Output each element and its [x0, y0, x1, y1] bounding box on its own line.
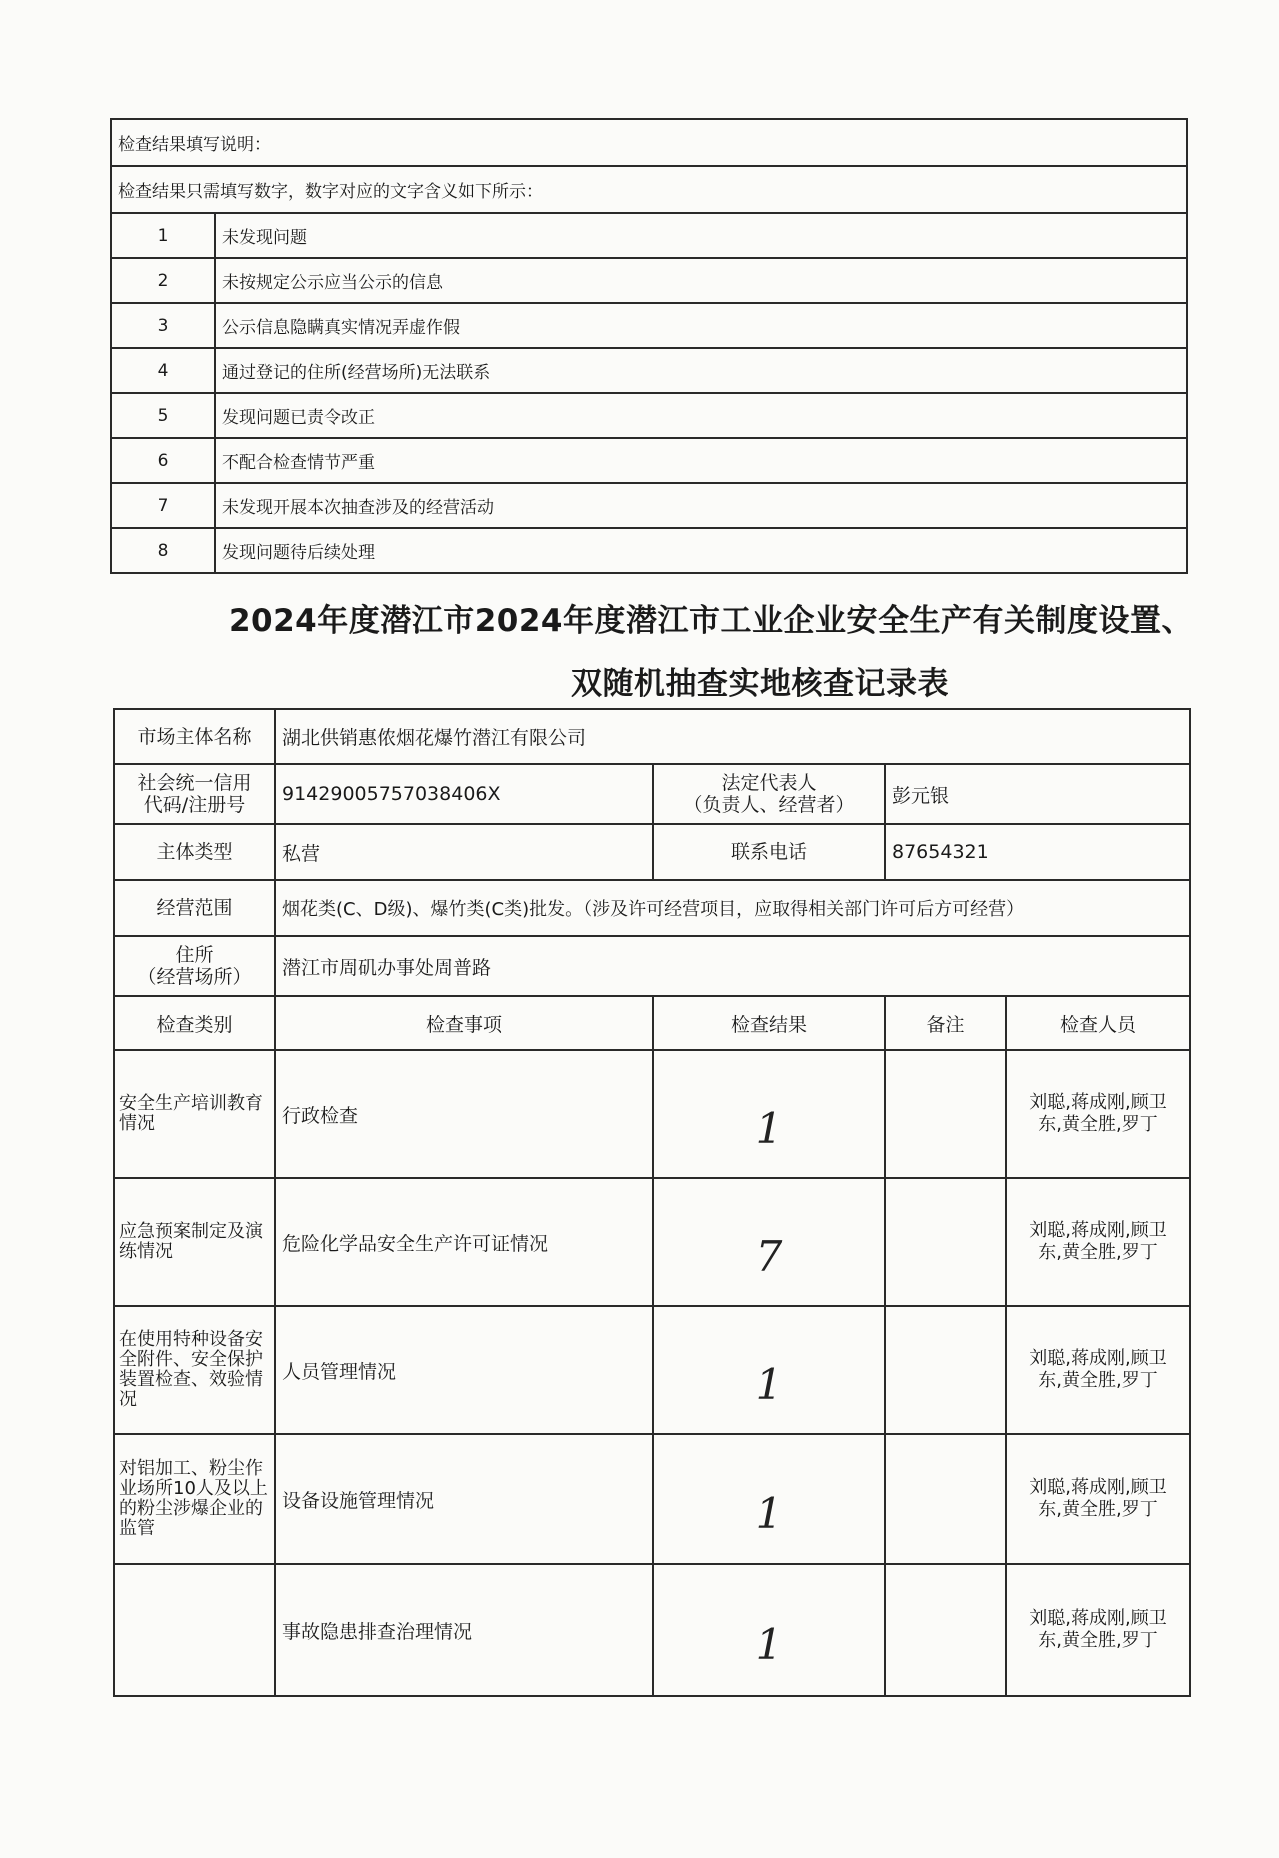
credit-code-label	[114, 764, 275, 824]
inspector-line-1: 刘聪,蒋成刚,顾卫	[1029, 1477, 1167, 1498]
check-result-cell	[653, 1434, 885, 1564]
legend-code: 8	[111, 528, 215, 573]
check-category: 在使用特种设备安全附件、安全保护装置检查、效验情况	[114, 1306, 275, 1434]
legend-row	[111, 528, 1187, 573]
credit-code-label-line-2: 代码/注册号	[143, 794, 246, 816]
check-remark	[885, 1050, 1006, 1178]
check-remark	[885, 1178, 1006, 1306]
legal-rep-label	[653, 764, 885, 824]
header-item: 检查事项	[275, 996, 653, 1050]
legend-text: 通过登记的住所(经营场所)无法联系	[215, 348, 1187, 393]
check-item: 人员管理情况	[275, 1306, 653, 1434]
legend-code: 7	[111, 483, 215, 528]
document-title-line-2: 双随机抽查实地核查记录表	[571, 666, 949, 702]
inspector-line-2: 东,黄全胜,罗丁	[1038, 1499, 1158, 1520]
check-category: 应急预案制定及演练情况	[114, 1178, 275, 1306]
legend-text: 未按规定公示应当公示的信息	[215, 258, 1187, 303]
check-row	[114, 1434, 1190, 1564]
inspector-line-2: 东,黄全胜,罗丁	[1038, 1630, 1158, 1651]
legend-code: 2	[111, 258, 215, 303]
entity-name: 湖北供销惠侬烟花爆竹潜江有限公司	[275, 709, 1190, 764]
legend-text: 公示信息隐瞒真实情况弄虚作假	[215, 303, 1187, 348]
credit-code: 91429005757038406X	[275, 764, 653, 824]
credit-code-label-line-1: 社会统一信用	[137, 772, 252, 794]
phone-label: 联系电话	[653, 824, 885, 880]
address-label-line-1: 住所	[175, 944, 214, 966]
inspector-line-1: 刘聪,蒋成刚,顾卫	[1029, 1092, 1167, 1113]
check-result-cell	[653, 1564, 885, 1696]
business-scope: 烟花类(C、D级)、爆竹类(C类)批发。（涉及许可经营项目，应取得相关部门许可后方可经营）	[275, 880, 1190, 936]
legend-code: 3	[111, 303, 215, 348]
check-result: 1	[755, 1359, 783, 1409]
check-row	[114, 1050, 1190, 1178]
legend-text: 不配合检查情节严重	[215, 438, 1187, 483]
check-row	[114, 1564, 1190, 1696]
legend-header-1: 检查结果填写说明：	[111, 119, 1187, 166]
check-item: 危险化学品安全生产许可证情况	[275, 1178, 653, 1306]
check-category	[114, 1564, 275, 1696]
legend-text: 发现问题已责令改正	[215, 393, 1187, 438]
address: 潜江市周矶办事处周普路	[275, 936, 1190, 996]
legend-row	[111, 213, 1187, 258]
legend-text: 未发现问题	[215, 213, 1187, 258]
legend-row	[111, 483, 1187, 528]
inspector-line-1: 刘聪,蒋成刚,顾卫	[1029, 1220, 1167, 1241]
legend-row	[111, 438, 1187, 483]
check-remark	[885, 1434, 1006, 1564]
header-category: 检查类别	[114, 996, 275, 1050]
check-inspector	[1006, 1564, 1190, 1696]
check-inspector	[1006, 1306, 1190, 1434]
inspector-line-1: 刘聪,蒋成刚,顾卫	[1029, 1608, 1167, 1629]
legend-text: 未发现开展本次抽查涉及的经营活动	[215, 483, 1187, 528]
check-remark	[885, 1564, 1006, 1696]
legal-rep-label-line-1: 法定代表人	[721, 772, 817, 794]
check-remark	[885, 1306, 1006, 1434]
inspector-line-1: 刘聪,蒋成刚,顾卫	[1029, 1348, 1167, 1369]
document-title-line-1: 2024年度潜江市2024年度潜江市工业企业安全生产有关制度设置、	[228, 603, 1193, 639]
check-category: 对铝加工、粉尘作业场所10人及以上的粉尘涉爆企业的监管	[114, 1434, 275, 1564]
check-result: 1	[755, 1619, 783, 1669]
entity-name-label: 市场主体名称	[114, 709, 275, 764]
check-result-cell	[653, 1050, 885, 1178]
legend-table	[110, 118, 1188, 574]
check-category: 安全生产培训教育情况	[114, 1050, 275, 1178]
address-label	[114, 936, 275, 996]
legend-text: 发现问题待后续处理	[215, 528, 1187, 573]
inspector-line-2: 东,黄全胜,罗丁	[1038, 1242, 1158, 1263]
legal-rep: 彭元银	[885, 764, 1190, 824]
business-scope-label: 经营范围	[114, 880, 275, 936]
header-result: 检查结果	[653, 996, 885, 1050]
entity-type-label: 主体类型	[114, 824, 275, 880]
check-item: 设备设施管理情况	[275, 1434, 653, 1564]
entity-type: 私营	[275, 824, 653, 880]
inspector-line-2: 东,黄全胜,罗丁	[1038, 1114, 1158, 1135]
check-result: 1	[755, 1488, 783, 1538]
header-remark: 备注	[885, 996, 1006, 1050]
legend-row	[111, 303, 1187, 348]
address-label-line-2: （经营场所）	[137, 966, 252, 988]
header-inspector: 检查人员	[1006, 996, 1190, 1050]
record-table	[113, 708, 1191, 1697]
check-result: 1	[755, 1103, 783, 1153]
legend-code: 1	[111, 213, 215, 258]
phone: 87654321	[885, 824, 1190, 880]
check-inspector	[1006, 1050, 1190, 1178]
check-item: 事故隐患排查治理情况	[275, 1564, 653, 1696]
check-result-cell	[653, 1178, 885, 1306]
check-result: 7	[755, 1231, 783, 1281]
legend-row	[111, 258, 1187, 303]
check-row	[114, 1306, 1190, 1434]
inspector-line-2: 东,黄全胜,罗丁	[1038, 1370, 1158, 1391]
check-inspector	[1006, 1178, 1190, 1306]
check-inspector	[1006, 1434, 1190, 1564]
legend-code: 5	[111, 393, 215, 438]
check-item: 行政检查	[275, 1050, 653, 1178]
legend-code: 4	[111, 348, 215, 393]
check-row	[114, 1178, 1190, 1306]
legend-code: 6	[111, 438, 215, 483]
legend-row	[111, 348, 1187, 393]
legend-header-2: 检查结果只需填写数字，数字对应的文字含义如下所示：	[111, 166, 1187, 213]
check-result-cell	[653, 1306, 885, 1434]
legal-rep-label-line-2: （负责人、经营者）	[683, 794, 855, 816]
legend-row	[111, 393, 1187, 438]
